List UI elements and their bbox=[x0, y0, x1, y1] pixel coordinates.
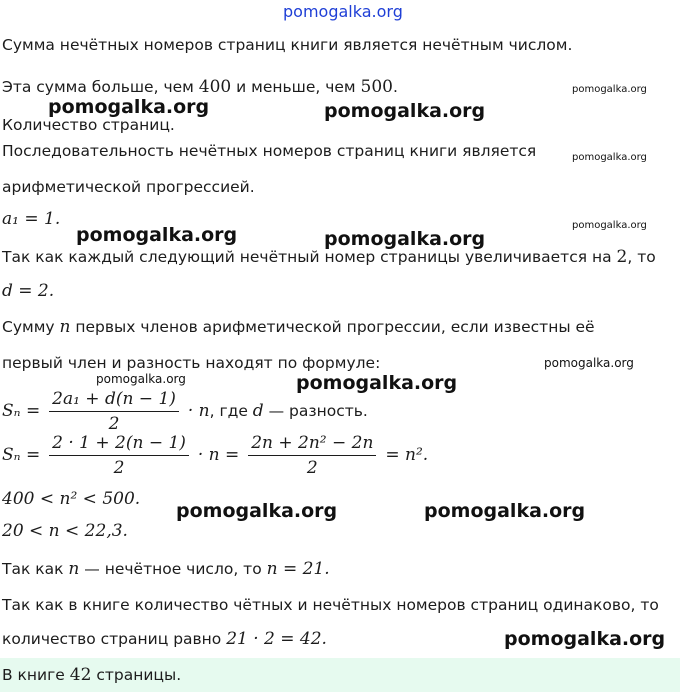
inequality-1: 400 < n² < 500. bbox=[2, 489, 141, 509]
formula-a1: a₁ = 1. bbox=[2, 209, 61, 229]
answer-text: В книге 42 страницы. bbox=[2, 665, 182, 685]
fraction: $\frac{\text{2a₁ + d(n − 1)}}{2}$ bbox=[49, 388, 179, 435]
condition-line-1: Сумма нечётных номеров страниц книги является нечётным числом. bbox=[2, 36, 573, 54]
watermark: pomogalka.org bbox=[296, 372, 458, 394]
answer-box bbox=[0, 658, 680, 692]
solution-line-4: Сумму n первых членов арифметической прогрессии, если известны её bbox=[2, 317, 595, 337]
fraction: $\frac{\text{2n + 2n² − 2n}}{2}$ bbox=[248, 432, 376, 479]
solution-line-7: Так как в книге количество чётных и нечётных номеров страниц одинаково, то bbox=[2, 596, 659, 614]
formula-sum-computed: Sₙ = $\frac{2 \cdot 1 + 2(n - 1)}{2}$ · n = $\frac{\text{2n + 2n² − 2n}}{2}$ = n². bbox=[2, 433, 429, 478]
watermark-top: pomogalka.org bbox=[283, 2, 403, 21]
watermark: pomogalka.org bbox=[572, 84, 647, 95]
solution-line-3: Так как каждый следующий нечётный номер страницы увеличивается на 2, то bbox=[2, 247, 656, 267]
watermark: pomogalka.org bbox=[176, 500, 338, 522]
watermark: pomogalka.org bbox=[96, 372, 186, 386]
solution-line-5: первый член и разность находят по формуле: bbox=[2, 354, 381, 372]
watermark: pomogalka.org bbox=[544, 356, 634, 370]
solution-line-6: Так как n — нечётное число, то n = 21. bbox=[2, 559, 330, 579]
watermark: pomogalka.org bbox=[324, 100, 486, 122]
watermark: pomogalka.org bbox=[424, 500, 586, 522]
condition-line-2: Эта сумма больше, чем 400 и меньше, чем 500. bbox=[2, 77, 398, 97]
watermark: pomogalka.org bbox=[572, 220, 647, 231]
inequality-2: 20 < n < 22,3. bbox=[2, 521, 128, 541]
solution-line-1: Последовательность нечётных номеров страниц книги является bbox=[2, 142, 537, 160]
watermark: pomogalka.org bbox=[324, 228, 486, 250]
formula-sum-general: Sₙ = $\frac{\text{2a₁ + d(n − 1)}}{2}$ · n, где d — разность. bbox=[2, 389, 368, 434]
watermark: pomogalka.org bbox=[76, 224, 238, 246]
formula-d: d = 2. bbox=[2, 281, 55, 301]
solution-line-8: количество страниц равно 21 · 2 = 42. bbox=[2, 629, 327, 649]
watermark: pomogalka.org bbox=[48, 96, 210, 118]
watermark: pomogalka.org bbox=[572, 152, 647, 163]
solution-line-2: арифметической прогрессией. bbox=[2, 178, 255, 196]
watermark: pomogalka.org bbox=[504, 628, 666, 650]
question-line: Количество страниц. bbox=[2, 116, 175, 134]
fraction: $\frac{2 \cdot 1 + 2(n - 1)}{2}$ bbox=[49, 432, 189, 479]
